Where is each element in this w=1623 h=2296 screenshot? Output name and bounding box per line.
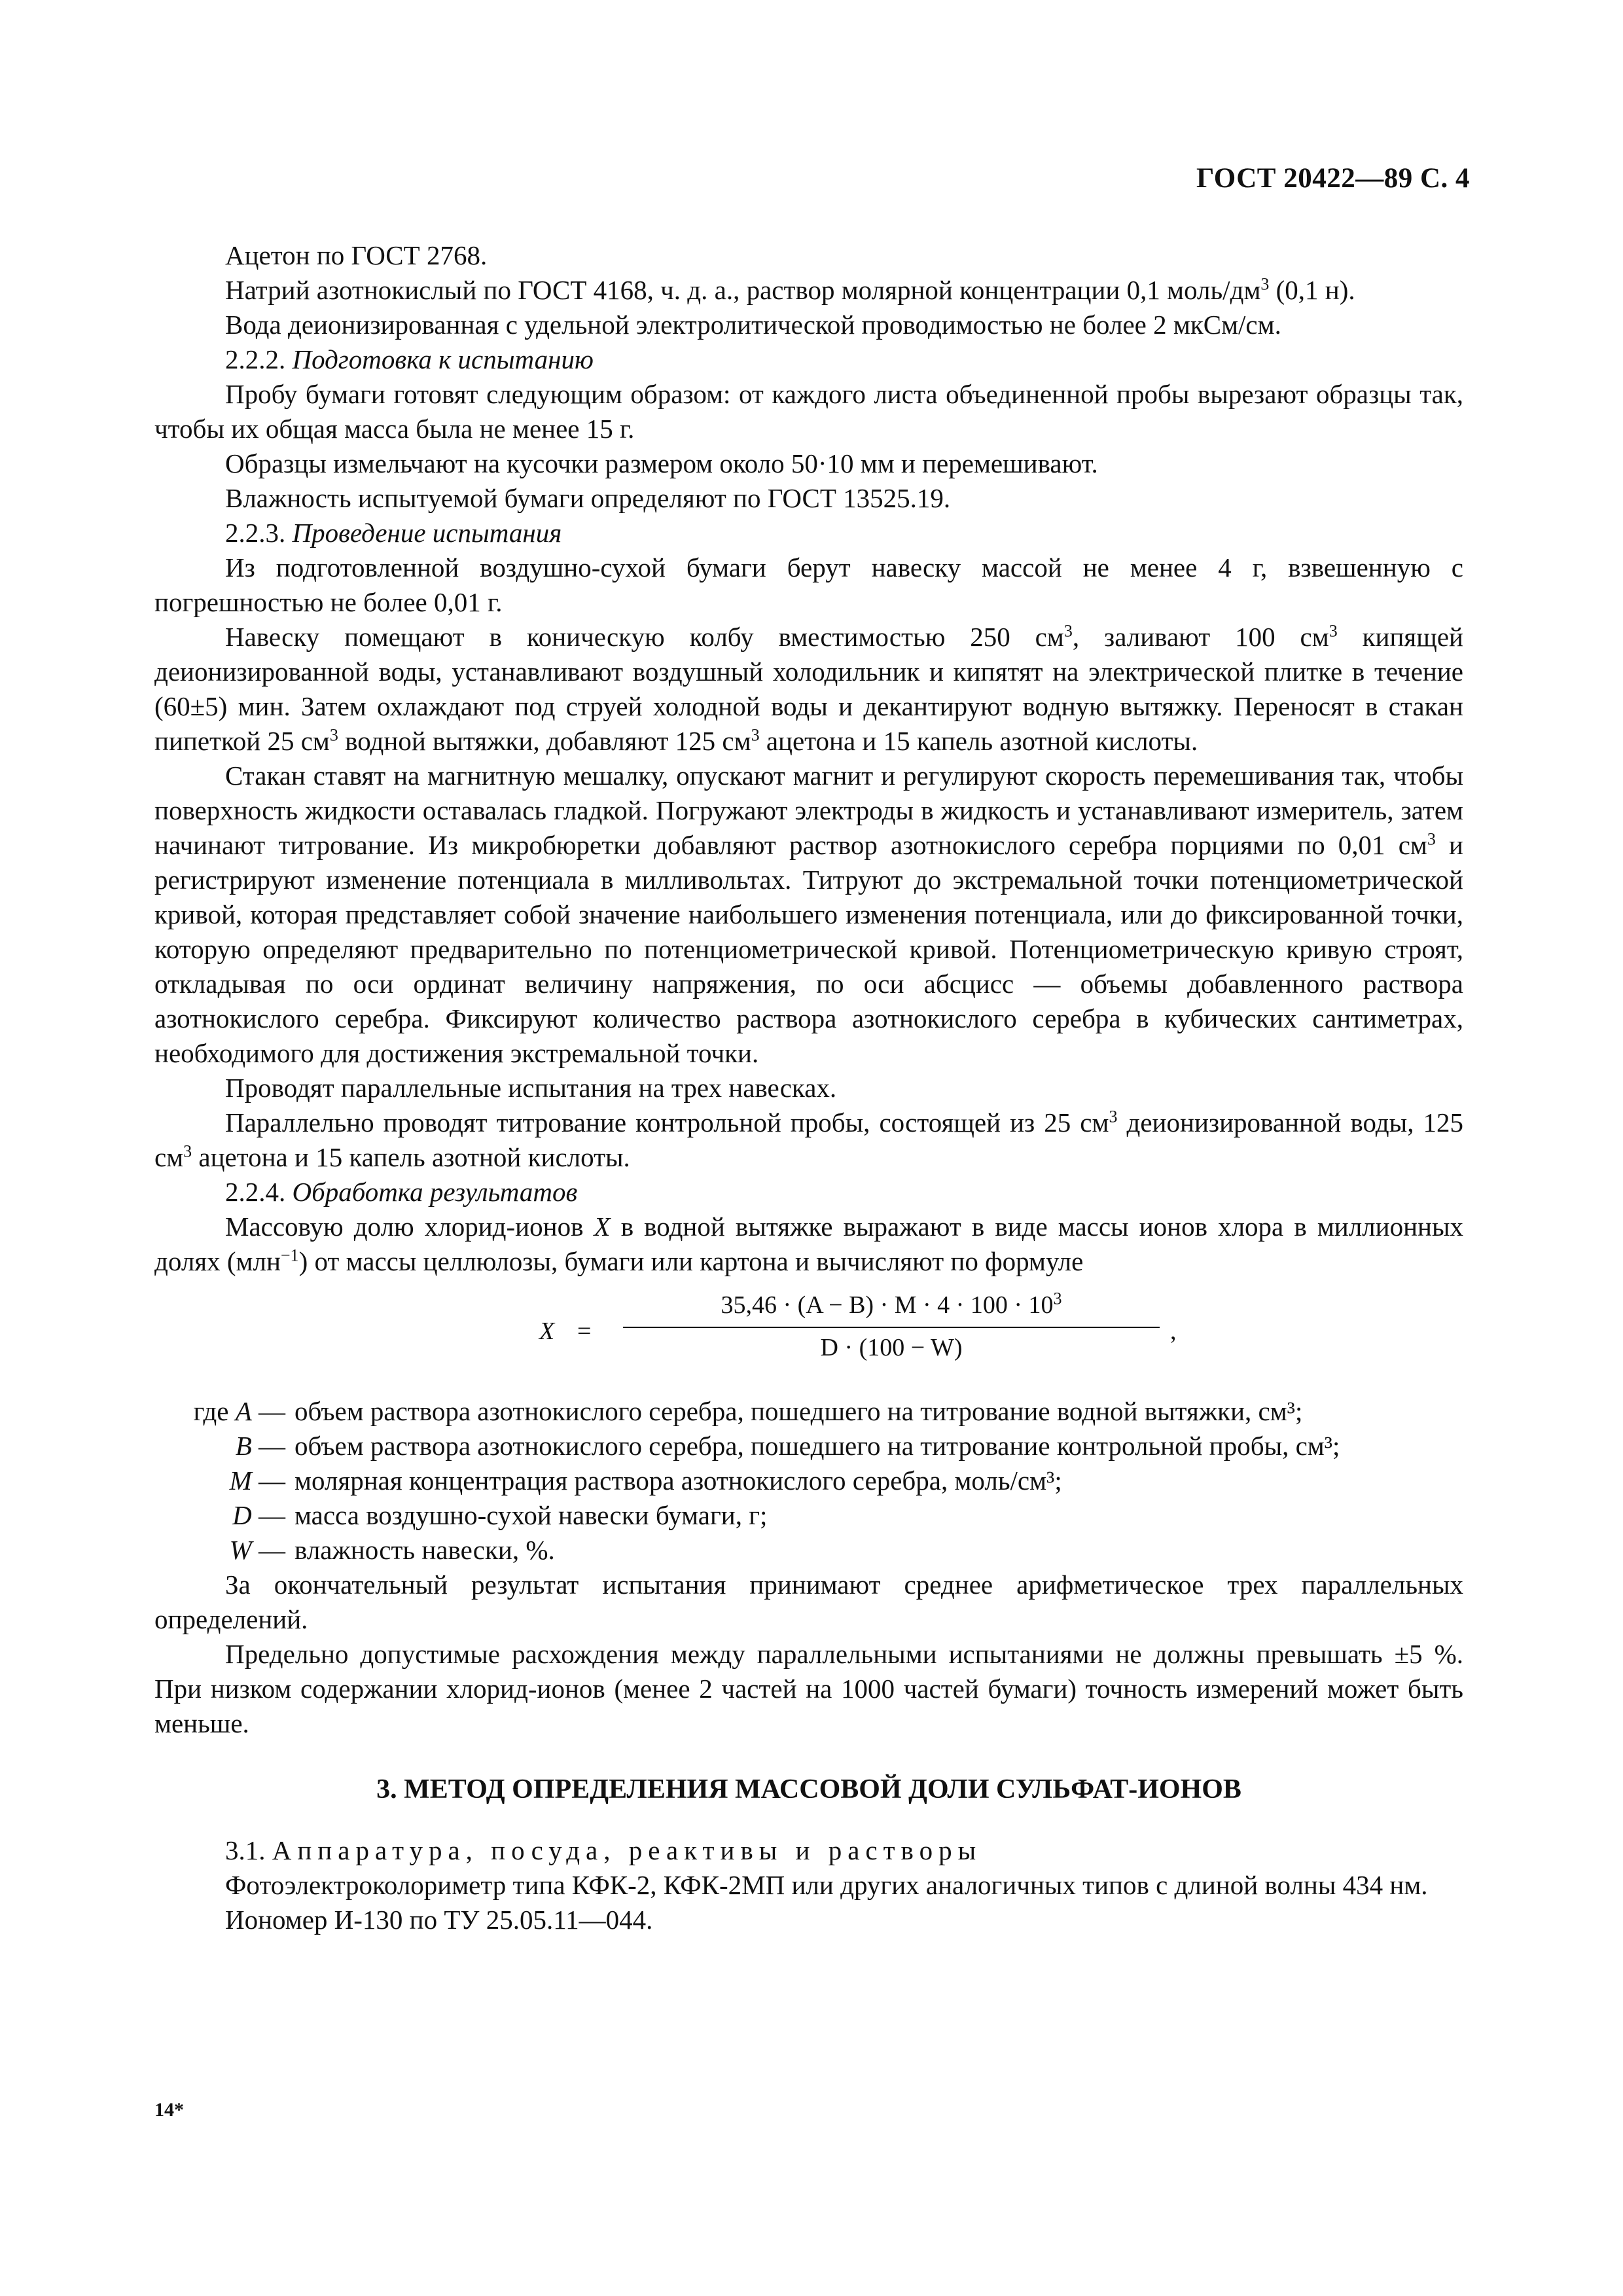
- section-heading: 3. МЕТОД ОПРЕДЕЛЕНИЯ МАССОВОЙ ДОЛИ СУЛЬФАТ-ИОНОВ: [376, 1774, 1241, 1804]
- paragraph: Фотоэлектроколориметр типа КФК-2, КФК-2МП или других аналогичных типов с длиной волны 434 нм.: [225, 1870, 1428, 1900]
- subsection-heading: 2.2.3. Проведение испытания: [225, 518, 562, 548]
- formula-denominator: D · (100 − W): [623, 1327, 1160, 1365]
- paragraph: Параллельно проводят титрование контрольной пробы, состоящей из 25 $см^3$ деионизированной воды, 125 $см^3$ ацетона и 15 капель азотной кислоты.: [154, 1107, 1463, 1172]
- page-header: ГОСТ 20422—89 С. 4: [1196, 163, 1470, 194]
- paragraph: Иономер И-130 по ТУ 25.05.11—044.: [225, 1905, 653, 1935]
- formula-fraction: [623, 1285, 1160, 1365]
- subsection-heading: 2.2.4. Обработка результатов: [225, 1177, 578, 1207]
- document-body: [154, 238, 1463, 1937]
- paragraph: Проводят параллельные испытания на трех навесках.: [225, 1073, 837, 1103]
- paragraph: Предельно допустимые расхождения между параллельными испытаниями не должны превышать ±5 %. При низком содержании хлорид-ионов (менее 2 частей на 1000 частей бумаги) точность измерений может быть меньше.: [154, 1639, 1463, 1738]
- subsection-heading: 2.2.2. Подготовка к испытанию: [225, 344, 594, 374]
- paragraph: Вода деионизированная с удельной электролитической проводимостью не более 2 мкСм/см.: [225, 310, 1281, 340]
- formula: [154, 1285, 1463, 1378]
- subsection-heading: 3.1. Аппаратура, посуда, реактивы и растворы: [225, 1835, 982, 1865]
- formula-comma: ,: [1170, 1318, 1177, 1345]
- paragraph: Пробу бумаги готовят следующим образом: от каждого листа объединенной пробы вырезают образцы так, чтобы их общая масса была не менее 15 г.: [154, 379, 1463, 444]
- definition-row: M — молярная концентрация раствора азотнокислого серебра, моль/см³;: [229, 1465, 1062, 1496]
- paragraph: Массовую долю хлорид-ионов X в водной вытяжке выражают в виде массы ионов хлора в миллионных долях (млн$^{-1}$) от массы целлюлозы, бумаги или картона и вычисляют по формуле: [154, 1211, 1463, 1276]
- definition-row: B — объем раствора азотнокислого серебра, пошедшего на титрование контрольной пробы, см³;: [235, 1431, 1340, 1461]
- definition-row: где A — объем раствора азотнокислого серебра, пошедшего на титрование водной вытяжки, см³;: [193, 1396, 1303, 1426]
- formula-lhs: X: [539, 1318, 555, 1345]
- paragraph: Натрий азотнокислый по ГОСТ 4168, ч. д. а., раствор молярной концентрации 0,1 моль/$дм^3$ (0,1 н).: [225, 274, 1355, 305]
- formula-numerator: $35,46 \cdot (A - B) \cdot M \cdot 4 \cdot 100 \cdot 10^3$: [721, 1289, 1062, 1319]
- definition-row: W — влажность навески, %.: [229, 1535, 555, 1565]
- paragraph: Из подготовленной воздушно-сухой бумаги берут навеску массой не менее 4 г, взвешенную с погрешностью не более 0,01 г.: [154, 552, 1463, 617]
- paragraph: За окончательный результат испытания принимают среднее арифметическое трех параллельных определений.: [154, 1570, 1463, 1634]
- paragraph: Образцы измельчают на кусочки размером около 50·10 мм и перемешивают.: [225, 448, 1098, 478]
- paragraph: Стакан ставят на магнитную мешалку, опускают магнит и регулируют скорость перемешивания так, чтобы поверхность жидкости оставалась гладкой. Погружают электроды в жидкость и устанавливают измеритель, затем начинают титрование. Из микробюретки добавляют раствор азотнокислого серебра порциями по 0,01 $см^3$ и регистрируют изменение потенциала в милливольтах. Титруют до экстремальной точки потенциометрической кривой, которая представляет собой значение наибольшего изменения потенциала, или до фиксированной точки, которую определяют предварительно по потенциометрической кривой. Потенциометрическую кривую строят, откладывая по оси ординат величину напряжения, по оси абсцисс — объемы добавленного раствора азотнокислого серебра. Фиксируют количество раствора азотнокислого серебра в кубических сантиметрах, необходимого для достижения экстремальной точки.: [154, 761, 1463, 1068]
- paragraph: Ацетон по ГОСТ 2768.: [225, 240, 488, 270]
- paragraph: Влажность испытуемой бумаги определяют по ГОСТ 13525.19.: [225, 483, 951, 513]
- definition-row: D — масса воздушно-сухой навески бумаги, г;: [232, 1500, 768, 1530]
- page-footer: 14*: [154, 2099, 184, 2121]
- formula-equals: =: [577, 1318, 592, 1345]
- paragraph: Навеску помещают в коническую колбу вместимостью 250 $см^3$, заливают 100 $см^3$ кипящей деионизированной воды, устанавливают воздушный холодильник и кипятят на электрической плитке в течение (60±5) мин. Затем охлаждают под струей холодной воды и декантируют водную вытяжку. Переносят в стакан пипеткой 25 $см^3$ водной вытяжки, добавляют 125 $см^3$ ацетона и 15 капель азотной кислоты.: [154, 621, 1463, 756]
- variable-definitions: [154, 1394, 1463, 1568]
